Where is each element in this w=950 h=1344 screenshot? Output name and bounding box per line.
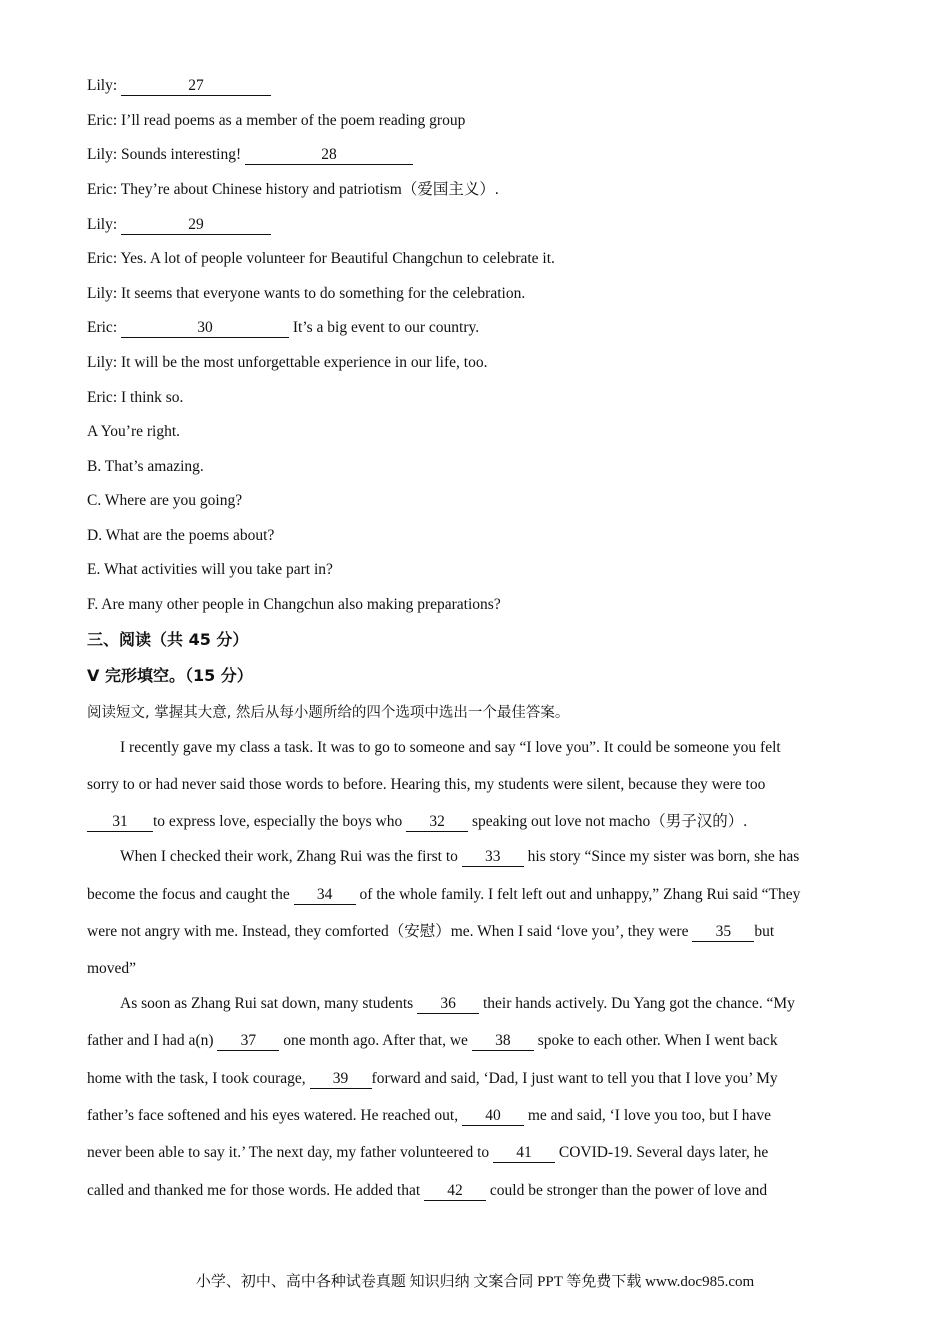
answer-blank-31[interactable]: 31 — [87, 813, 153, 832]
passage-line: sorry to or had never said those words to before. Hearing this, my students were silent, because they were too — [87, 776, 766, 793]
dialogue-text: It seems that everyone wants to do something for the celebration. — [121, 285, 526, 302]
speaker: Eric: — [87, 250, 118, 267]
section-title: 三、阅读（共 45 分） — [87, 630, 249, 649]
passage-line: become the focus and caught the 34 of the whole family. I felt left out and unhappy,” Zhang Rui said “They — [87, 886, 801, 903]
answer-blank-27[interactable]: 27 — [121, 77, 271, 96]
part-title: V 完形填空。（15 分） — [87, 666, 253, 685]
passage-line: As soon as Zhang Rui sat down, many students 36 their hands actively. Du Yang got the chance. “My — [120, 995, 795, 1012]
speaker: Lily: — [87, 146, 118, 163]
dialogue-text: They’re about Chinese history and patriotism（爱国主义）. — [120, 181, 499, 198]
answer-blank-30[interactable]: 30 — [121, 319, 289, 338]
answer-blank-33[interactable]: 33 — [462, 848, 524, 867]
speaker: Eric: — [87, 112, 118, 129]
dialogue-line-4 — [87, 180, 499, 200]
speaker: Eric: — [87, 181, 118, 198]
passage-line: When I checked their work, Zhang Rui was the first to 33 his story “Since my sister was born, she has — [120, 848, 800, 865]
dialogue-text: Sounds interesting! — [121, 146, 242, 163]
passage-line: moved” — [87, 960, 137, 977]
speaker: Lily: — [87, 77, 118, 94]
dialogue-line-7 — [87, 284, 525, 304]
dialogue-line-6 — [87, 249, 555, 269]
answer-blank-38[interactable]: 38 — [472, 1032, 534, 1051]
passage-line: I recently gave my class a task. It was to go to someone and say “I love you”. It could be someone you felt — [120, 739, 781, 756]
speaker: Eric: — [87, 389, 118, 406]
answer-blank-34[interactable]: 34 — [294, 886, 356, 905]
answer-blank-41[interactable]: 41 — [493, 1144, 555, 1163]
answer-blank-28[interactable]: 28 — [245, 146, 413, 165]
passage-line: called and thanked me for those words. He added that 42 could be stronger than the power of love and — [87, 1182, 768, 1199]
dialogue-text: I’ll read poems as a member of the poem reading group — [121, 112, 466, 129]
option-e: E. What activities will you take part in? — [87, 561, 333, 578]
answer-blank-37[interactable]: 37 — [217, 1032, 279, 1051]
passage-line: never been able to say it.’ The next day, my father volunteered to 41 COVID-19. Several days later, he — [87, 1144, 769, 1161]
option-b: B. That’s amazing. — [87, 458, 204, 475]
answer-blank-29[interactable]: 29 — [121, 216, 271, 235]
dialogue-text: I think so. — [121, 389, 184, 406]
option-c: C. Where are you going? — [87, 492, 243, 509]
dialogue-line-2 — [87, 111, 465, 131]
dialogue-line-5 — [87, 215, 271, 235]
instruction: 阅读短文, 掌握其大意, 然后从每小题所给的四个选项中选出一个最佳答案。 — [87, 705, 570, 721]
dialogue-line-1 — [87, 76, 271, 96]
passage-line: 31 to express love, especially the boys who 32 speaking out love not macho（男子汉的）. — [87, 812, 747, 832]
dialogue-line-9 — [87, 353, 487, 373]
answer-blank-42[interactable]: 42 — [424, 1182, 486, 1201]
dialogue-text: It will be the most unforgettable experience in our life, too. — [121, 354, 488, 371]
answer-blank-39[interactable]: 39 — [310, 1070, 372, 1089]
passage-line: home with the task, I took courage, 39 forward and said, ‘Dad, I just want to tell you that I love you’ My — [87, 1070, 778, 1087]
dialogue-text: Yes. A lot of people volunteer for Beautiful Changchun to celebrate it. — [120, 250, 555, 267]
answer-blank-35[interactable]: 35 — [692, 923, 754, 942]
answer-blank-40[interactable]: 40 — [462, 1107, 524, 1126]
speaker: Lily: — [87, 285, 118, 302]
speaker: Lily: — [87, 354, 118, 371]
passage-line: were not angry with me. Instead, they comforted（安慰）me. When I said ‘love you’, they were 35 but — [87, 923, 775, 940]
option-d: D. What are the poems about? — [87, 527, 275, 544]
speaker: Eric: — [87, 319, 118, 336]
option-a: A You’re right. — [87, 423, 181, 440]
answer-blank-32[interactable]: 32 — [406, 813, 468, 832]
dialogue-line-3 — [87, 145, 413, 165]
dialogue-line-10 — [87, 388, 183, 408]
page-footer: 小学、初中、高中各种试卷真题 知识归纳 文案合同 PPT 等免费下载 www.doc985.com — [195, 1274, 755, 1290]
dialogue-line-8 — [87, 318, 479, 338]
passage-line: father’s face softened and his eyes watered. He reached out, 40 me and said, ‘I love you too, but I have — [87, 1107, 772, 1124]
dialogue-text: It’s a big event to our country. — [292, 319, 480, 336]
answer-blank-36[interactable]: 36 — [417, 995, 479, 1014]
option-f: F. Are many other people in Changchun also making preparations? — [87, 596, 501, 613]
passage-line: father and I had a(n) 37 one month ago. After that, we 38 spoke to each other. When I went back — [87, 1032, 778, 1049]
speaker: Lily: — [87, 216, 118, 233]
